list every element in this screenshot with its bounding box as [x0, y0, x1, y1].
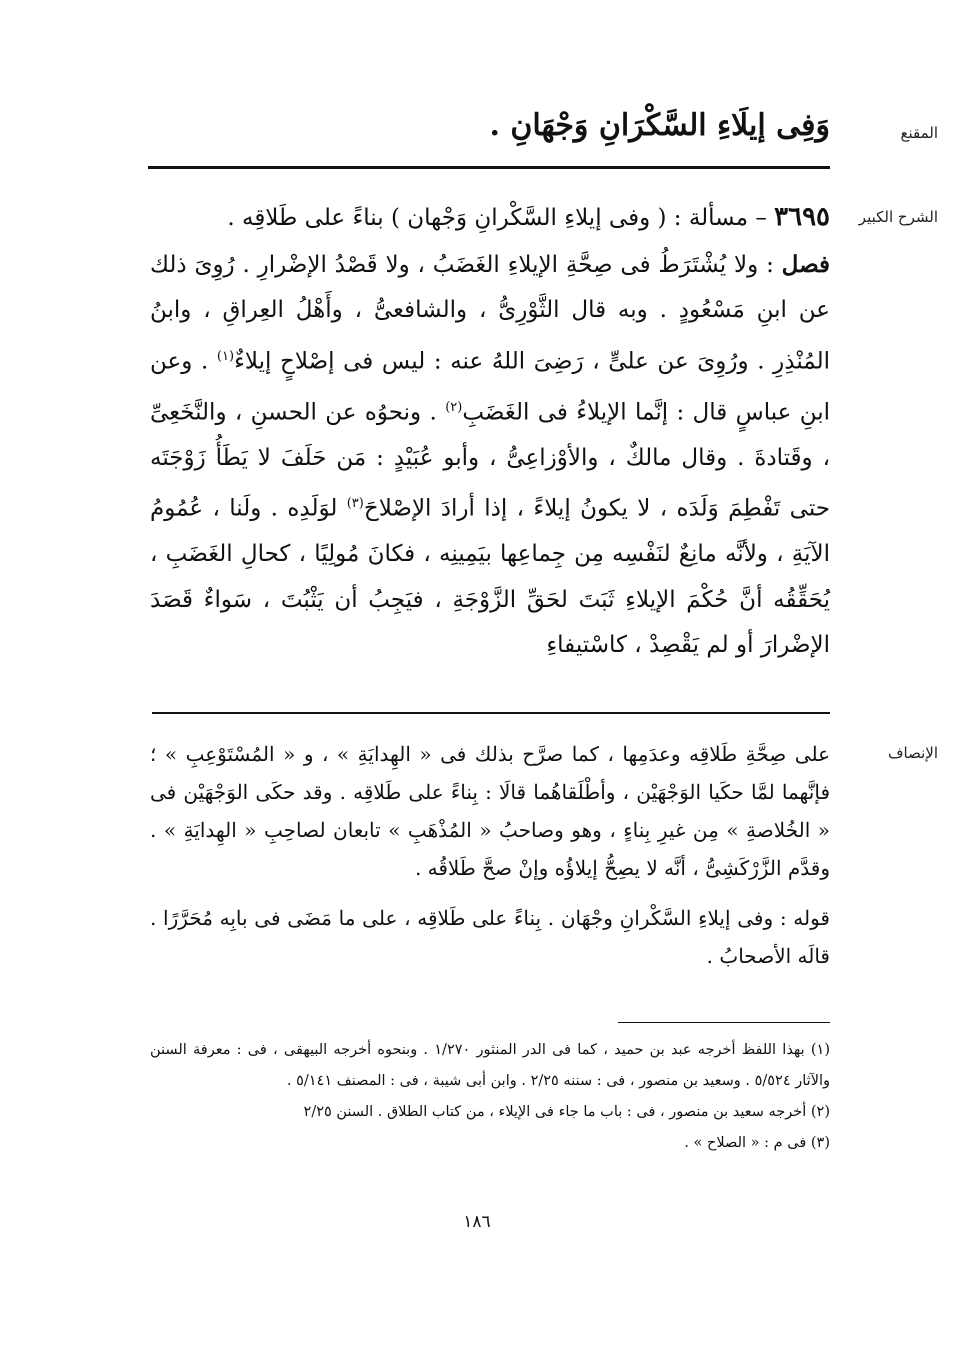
sharh-text-4: لوَلَدِه . ولَنا ، عُمُومُ الآيَةِ ، ولأنَّه مانِعٌ لنَفْسِه مِن جِماعِها بيَمِينِه ، فكانَ مُولِيًا ، كحالِ الغَضَبِ ، يُحَقِّقُه أنَّ حُكْمَ الإيلاءِ ثَبَتَ لحَقِّ الزَّوْجَةِ ، فيَجِبُ أن يَثْبُتَ ، سَواءٌ قَصَدَ الإضْرارَ أو لم يَقْصِدْ ، كاسْتيفاءِ: [150, 495, 830, 659]
footnote-1: (١) بهذا اللفظ أخرجه عبد بن حميد ، كما فى الدر المنثور ١/٢٧٠ . وبنحوه أخرجه البيهقى ، فى : معرفة السنن والآثار ٥/٥٢٤ . وسعيد بن منصور ، فى : سننه ٢/٢٥ . وابن أبى شيبة ، فى : المصنف ٥/١٤١ .: [150, 1042, 830, 1089]
footnote-divider: [618, 1022, 830, 1023]
fasl-heading: فصل: [781, 250, 831, 278]
footnote-ref-3: (٣): [346, 496, 364, 512]
footnote-ref-2: (٢): [445, 399, 463, 415]
sharh-text-3: . ونحوُه عن الحسنِ ، والنَّخَعِىِّ ، وقَتادةَ . وقال مالكٌ ، والأوْزاعِىُّ ، وأبو عُبَيْدٍ : مَن حَلَفَ لا يَطَأُ زَوْجَتَه حتى تَفْطِمَ وَلَدَه ، لا يكونُ إيلاءً ، إذا أرادَ الإصْلاحَ: [150, 399, 830, 522]
footnote-2: (٢) أخرجه سعيد بن منصور ، فى : باب ما جاء فى الإيلاء ، من كتاب الطلاق . السنن ٢/٢٥: [303, 1104, 830, 1120]
insaf-section: [150, 735, 830, 975]
footnote-ref-1: (١): [216, 348, 235, 364]
insaf-paragraph-1: على صِحَّةِ طَلاقِه وعدَمِها ، كما صرَّح بذلك فى « الهِدايَةِ » ، و « المُسْتَوْعِبِ » ؛ فإنَّهما لمَّا حكَيا الوَجْهَيْن ، وأطْلَقاهُما قالَا : بِناءً على طَلاقِه . وقد حكَى الوَجْهَيْن فى « الخُلاصةِ » مِن غيرِ بِناءٍ ، وهو وصاحبُ « المُذْهَبِ » تابعان لصاحِبِ « الهِدايَةِ » . وقدَّم الزَّرْكَشِىُّ ، أنَّه لا يصِحُّ إيلاؤُه وإنْ صحَّ طَلاقُه .: [150, 742, 830, 880]
insaf-label: الإنصاف: [887, 744, 938, 762]
masala-number: ٣٦٩٥: [774, 202, 830, 232]
sharh-label: الشرح الكبير: [858, 208, 938, 226]
masala-text: – مسألة : ( وفى إيلاءِ السَّكْرانِ وَجْهان ) بناءً على طَلاقِه .: [227, 205, 767, 231]
sharh-text-1: رُوِىَ ذلك عن ابنِ مَسْعُودٍ . وبه قال الثَّوْرِىُّ ، والشافعىُّ ، وأَهْلُ العِراقِ ، وابنُ المُنْذِرِ . ورُوِىَ عن علىٍّ ، رَضِىَ اللهُ عنه : ليس فى إصْلاحٍ إيلاءٌ: [150, 251, 830, 375]
fasl-intro: : ولا يُشْتَرَطُ فى صِحَّةِ الإيلاءِ الغَضَبُ ، ولا قَصْدُ الإضْرارِ .: [242, 251, 774, 278]
top-divider: [148, 166, 830, 169]
middle-divider: [152, 712, 830, 714]
insaf-paragraph-2: قوله : وفى إيلاءِ السَّكْرانِ وجْهَان . بِناءً على طَلاقِه ، على ما مَضَى فى بابِه مُحَرَّرًا . قالَه الأصحابُ .: [150, 906, 830, 968]
muqni-text: وَفِى إيلَاءِ السَّكْرَانِ وَجْهَانِ .: [489, 108, 830, 143]
muqni-label: المقنع: [900, 124, 938, 142]
footnotes: [150, 1035, 830, 1159]
page-number: ١٨٦: [463, 1212, 491, 1232]
masala-line: [150, 195, 830, 242]
sharh-section: [150, 195, 830, 669]
fasl-paragraph: [150, 242, 830, 669]
sharh-text-2: . وعن ابنِ عباسٍ قال : إنَّما الإيلاءُ فى الغَضَبِ: [150, 348, 831, 426]
footnote-3: (٣) فى م : « الصلاح » .: [684, 1135, 830, 1151]
